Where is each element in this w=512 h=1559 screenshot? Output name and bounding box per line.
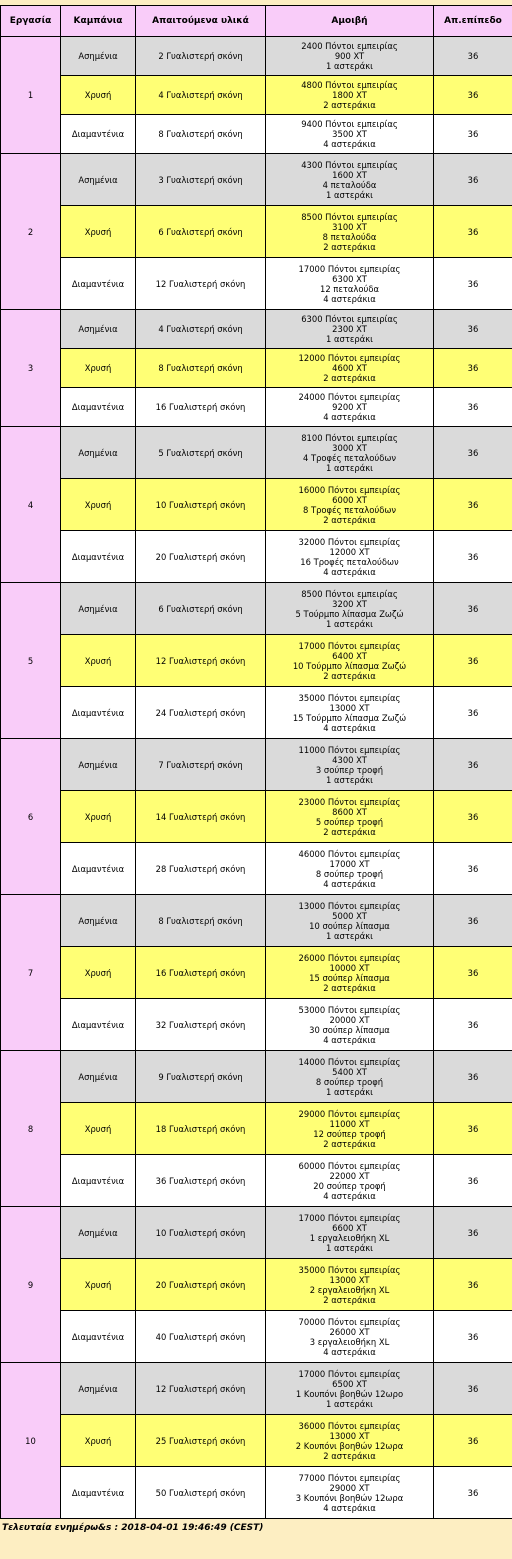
table-row: [1, 427, 512, 479]
reward-line: 24000 Πόντοι εμπειρίας: [298, 392, 401, 402]
reward-cell: [266, 531, 434, 583]
reward-line: 1 αστεράκι: [326, 774, 373, 785]
reward-cell: [266, 76, 434, 115]
reward-line: 2 αστεράκια: [323, 100, 376, 110]
reward-line: 20 σούπερ τροφή: [313, 1180, 386, 1191]
tasks-table: [0, 5, 512, 1519]
campaign-cell: Χρυσή: [61, 1259, 136, 1311]
reward-line: 8 Τροφές πεταλούδων: [302, 504, 397, 515]
reward-line: 1 αστεράκι: [326, 1086, 373, 1097]
reward-line: 3 σούπερ τροφή: [315, 764, 384, 775]
campaign-cell: Διαμαντένια: [61, 999, 136, 1051]
table-row: [1, 947, 512, 999]
reward-cell: [266, 739, 434, 791]
campaign-cell: Χρυσή: [61, 791, 136, 843]
campaign-cell: Χρυσή: [61, 947, 136, 999]
table-row: [1, 1467, 512, 1519]
reward-line: 1 αστεράκι: [326, 462, 373, 473]
materials-cell: 8 Γυαλιστερή σκόνη: [136, 115, 266, 154]
materials-cell: 12 Γυαλιστερή σκόνη: [136, 635, 266, 687]
materials-cell: 3 Γυαλιστερή σκόνη: [136, 154, 266, 206]
reward-line: 20000 XT: [329, 1014, 370, 1025]
level-cell: 36: [434, 1311, 512, 1363]
reward-line: 12 σούπερ τροφή: [313, 1128, 386, 1139]
reward-line: 8 σούπερ τροφή: [315, 1076, 384, 1087]
campaign-cell: Διαμαντένια: [61, 531, 136, 583]
campaign-cell: Διαμαντένια: [61, 258, 136, 310]
level-cell: 36: [434, 583, 512, 635]
header-level: Απ.επίπεδο: [434, 6, 512, 37]
reward-line: 36000 Πόντοι εμπειρίας: [298, 1420, 401, 1431]
campaign-cell: Ασημένια: [61, 1051, 136, 1103]
reward-line: 4 αστεράκια: [323, 1190, 376, 1201]
level-cell: 36: [434, 895, 512, 947]
reward-line: 4 αστεράκια: [323, 293, 376, 304]
reward-line: 9200 XT: [332, 402, 367, 412]
materials-cell: 24 Γυαλιστερή σκόνη: [136, 687, 266, 739]
reward-line: 4 αστεράκια: [323, 412, 376, 422]
table-body: [1, 37, 512, 1519]
reward-line: 23000 Πόντοι εμπειρίας: [298, 796, 401, 807]
reward-line: 2 αστεράκια: [323, 1450, 376, 1461]
reward-line: 26000 XT: [329, 1326, 370, 1337]
level-cell: 36: [434, 1155, 512, 1207]
table-row: [1, 479, 512, 531]
reward-line: 5 σούπερ τροφή: [315, 816, 384, 827]
materials-cell: 12 Γυαλιστερή σκόνη: [136, 258, 266, 310]
materials-cell: 18 Γυαλιστερή σκόνη: [136, 1103, 266, 1155]
reward-line: 2 αστεράκια: [323, 241, 376, 252]
reward-line: 15 Τούρμπο λίπασμα Ζωζώ: [292, 712, 407, 723]
task-number: 7: [1, 895, 61, 1051]
reward-line: 26000 Πόντοι εμπειρίας: [298, 952, 401, 963]
task-number: 2: [1, 154, 61, 310]
last-updated: Τελευταία ενημέρω&s : 2018-04-01 19:46:49 (CEST): [2, 1523, 264, 1533]
reward-line: 17000 Πόντοι εμπειρίας: [298, 640, 401, 651]
level-cell: 36: [434, 1259, 512, 1311]
reward-line: 3 εργαλειοθήκη XL: [309, 1336, 390, 1347]
level-cell: 36: [434, 388, 512, 427]
table-row: [1, 531, 512, 583]
reward-line: 1 αστεράκι: [326, 189, 373, 200]
reward-line: 4300 XT: [332, 754, 367, 765]
reward-line: 8600 XT: [332, 806, 367, 817]
reward-line: 4 αστεράκια: [323, 566, 376, 577]
reward-line: 2300 XT: [332, 324, 367, 334]
reward-cell: [266, 999, 434, 1051]
table-row: [1, 349, 512, 388]
reward-cell: [266, 479, 434, 531]
table-row: [1, 1155, 512, 1207]
reward-line: 2 εργαλειοθήκη XL: [309, 1284, 390, 1295]
level-cell: 36: [434, 115, 512, 154]
reward-line: 1 αστεράκι: [326, 334, 373, 344]
reward-cell: [266, 1467, 434, 1519]
table-row: [1, 635, 512, 687]
campaign-cell: Ασημένια: [61, 1207, 136, 1259]
reward-line: 8 σούπερ τροφή: [315, 868, 384, 879]
materials-cell: 40 Γυαλιστερή σκόνη: [136, 1311, 266, 1363]
reward-line: 4600 XT: [332, 363, 367, 373]
reward-line: 16000 Πόντοι εμπειρίας: [298, 484, 401, 495]
materials-cell: 50 Γυαλιστερή σκόνη: [136, 1467, 266, 1519]
reward-line: 35000 Πόντοι εμπειρίας: [298, 692, 401, 703]
reward-cell: [266, 310, 434, 349]
level-cell: 36: [434, 37, 512, 76]
reward-line: 3100 XT: [332, 221, 367, 232]
reward-line: 2 αστεράκια: [323, 826, 376, 837]
reward-line: 13000 XT: [329, 702, 370, 713]
reward-line: 77000 Πόντοι εμπειρίας: [298, 1472, 401, 1483]
table-row: [1, 115, 512, 154]
reward-line: 14000 Πόντοι εμπειρίας: [298, 1056, 401, 1067]
reward-cell: [266, 115, 434, 154]
reward-line: 5000 XT: [332, 910, 367, 921]
level-cell: 36: [434, 154, 512, 206]
campaign-cell: Χρυσή: [61, 76, 136, 115]
reward-line: 4 πεταλούδα: [322, 179, 377, 190]
table-row: [1, 1207, 512, 1259]
materials-cell: 10 Γυαλιστερή σκόνη: [136, 479, 266, 531]
reward-line: 17000 Πόντοι εμπειρίας: [298, 263, 401, 274]
table-row: [1, 206, 512, 258]
materials-cell: 20 Γυαλιστερή σκόνη: [136, 531, 266, 583]
level-cell: 36: [434, 1363, 512, 1415]
materials-cell: 20 Γυαλιστερή σκόνη: [136, 1259, 266, 1311]
table-row: [1, 310, 512, 349]
reward-cell: [266, 583, 434, 635]
reward-line: 17000 Πόντοι εμπειρίας: [298, 1212, 401, 1223]
materials-cell: 6 Γυαλιστερή σκόνη: [136, 206, 266, 258]
reward-line: 4 αστεράκια: [323, 1034, 376, 1045]
reward-cell: [266, 791, 434, 843]
level-cell: 36: [434, 739, 512, 791]
reward-cell: [266, 427, 434, 479]
reward-line: 2 αστεράκια: [323, 982, 376, 993]
reward-line: 5400 XT: [332, 1066, 367, 1077]
level-cell: 36: [434, 1467, 512, 1519]
reward-line: 1 Κουπόνι βοηθών 12ωρο: [295, 1388, 404, 1399]
reward-cell: [266, 1415, 434, 1467]
reward-line: 12000 XT: [329, 546, 370, 557]
header-task: Εργασία: [1, 6, 61, 37]
reward-line: 12 πεταλούδα: [319, 283, 380, 294]
table-row: [1, 76, 512, 115]
reward-cell: [266, 349, 434, 388]
reward-cell: [266, 1311, 434, 1363]
campaign-cell: Ασημένια: [61, 427, 136, 479]
task-number: 6: [1, 739, 61, 895]
reward-line: 1 αστεράκι: [326, 1398, 373, 1409]
reward-cell: [266, 388, 434, 427]
reward-cell: [266, 947, 434, 999]
level-cell: 36: [434, 999, 512, 1051]
reward-line: 4300 Πόντοι εμπειρίας: [301, 159, 398, 170]
campaign-cell: Ασημένια: [61, 583, 136, 635]
campaign-cell: Χρυσή: [61, 479, 136, 531]
reward-line: 8 πεταλούδα: [322, 231, 377, 242]
level-cell: 36: [434, 635, 512, 687]
reward-line: 17000 XT: [329, 858, 370, 869]
reward-line: 29000 Πόντοι εμπειρίας: [298, 1108, 401, 1119]
reward-cell: [266, 1259, 434, 1311]
reward-line: 3500 XT: [332, 129, 367, 139]
reward-cell: [266, 154, 434, 206]
materials-cell: 9 Γυαλιστερή σκόνη: [136, 1051, 266, 1103]
reward-line: 8100 Πόντοι εμπειρίας: [301, 432, 398, 443]
level-cell: 36: [434, 310, 512, 349]
materials-cell: 28 Γυαλιστερή σκόνη: [136, 843, 266, 895]
campaign-cell: Διαμαντένια: [61, 1155, 136, 1207]
materials-cell: 7 Γυαλιστερή σκόνη: [136, 739, 266, 791]
level-cell: 36: [434, 258, 512, 310]
materials-cell: 14 Γυαλιστερή σκόνη: [136, 791, 266, 843]
table-row: [1, 739, 512, 791]
reward-line: 2400 Πόντοι εμπειρίας: [301, 41, 398, 51]
table-row: [1, 895, 512, 947]
reward-line: 4 αστεράκια: [323, 139, 376, 149]
reward-line: 2 αστεράκια: [323, 1138, 376, 1149]
reward-line: 4 αστεράκια: [323, 1502, 376, 1513]
campaign-cell: Χρυσή: [61, 349, 136, 388]
reward-line: 53000 Πόντοι εμπειρίας: [298, 1004, 401, 1015]
table-row: [1, 791, 512, 843]
level-cell: 36: [434, 791, 512, 843]
reward-line: 2 αστεράκια: [323, 373, 376, 383]
reward-cell: [266, 843, 434, 895]
table-row: [1, 1363, 512, 1415]
reward-line: 3 Κουπόνι βοηθών 12ωρα: [295, 1492, 404, 1503]
reward-line: 1800 XT: [332, 90, 367, 100]
reward-cell: [266, 687, 434, 739]
reward-cell: [266, 1051, 434, 1103]
table-row: [1, 37, 512, 76]
reward-line: 35000 Πόντοι εμπειρίας: [298, 1264, 401, 1275]
campaign-cell: Χρυσή: [61, 1415, 136, 1467]
reward-line: 10000 XT: [329, 962, 370, 973]
table-row: [1, 1051, 512, 1103]
reward-line: 4 Τροφές πεταλούδων: [302, 452, 397, 463]
materials-cell: 16 Γυαλιστερή σκόνη: [136, 947, 266, 999]
level-cell: 36: [434, 1415, 512, 1467]
table-row: [1, 154, 512, 206]
materials-cell: 16 Γυαλιστερή σκόνη: [136, 388, 266, 427]
reward-line: 6000 XT: [332, 494, 367, 505]
reward-cell: [266, 37, 434, 76]
task-number: 8: [1, 1051, 61, 1207]
table-row: [1, 1415, 512, 1467]
materials-cell: 2 Γυαλιστερή σκόνη: [136, 37, 266, 76]
materials-cell: 4 Γυαλιστερή σκόνη: [136, 310, 266, 349]
reward-line: 4 αστεράκια: [323, 1346, 376, 1357]
reward-line: 4800 Πόντοι εμπειρίας: [301, 80, 398, 90]
reward-line: 60000 Πόντοι εμπειρίας: [298, 1160, 401, 1171]
reward-line: 6300 Πόντοι εμπειρίας: [301, 314, 398, 324]
reward-cell: [266, 1207, 434, 1259]
reward-line: 70000 Πόντοι εμπειρίας: [298, 1316, 401, 1327]
reward-line: 6400 XT: [332, 650, 367, 661]
reward-cell: [266, 1103, 434, 1155]
task-number: 4: [1, 427, 61, 583]
reward-line: 29000 XT: [329, 1482, 370, 1493]
materials-cell: 12 Γυαλιστερή σκόνη: [136, 1363, 266, 1415]
reward-line: 5 Τούρμπο λίπασμα Ζωζώ: [295, 608, 404, 619]
reward-line: 1 εργαλειοθήκη XL: [309, 1232, 390, 1243]
campaign-cell: Διαμαντένια: [61, 687, 136, 739]
campaign-cell: Διαμαντένια: [61, 115, 136, 154]
level-cell: 36: [434, 479, 512, 531]
materials-cell: 5 Γυαλιστερή σκόνη: [136, 427, 266, 479]
materials-cell: 36 Γυαλιστερή σκόνη: [136, 1155, 266, 1207]
reward-line: 1600 XT: [332, 169, 367, 180]
table-row: [1, 999, 512, 1051]
task-number: 10: [1, 1363, 61, 1519]
reward-line: 4 αστεράκια: [323, 722, 376, 733]
reward-line: 11000 XT: [329, 1118, 370, 1129]
campaign-cell: Ασημένια: [61, 895, 136, 947]
level-cell: 36: [434, 349, 512, 388]
reward-line: 6600 XT: [332, 1222, 367, 1233]
table-row: [1, 388, 512, 427]
header-campaign: Καμπάνια: [61, 6, 136, 37]
level-cell: 36: [434, 1103, 512, 1155]
reward-cell: [266, 895, 434, 947]
campaign-cell: Χρυσή: [61, 635, 136, 687]
campaign-cell: Ασημένια: [61, 1363, 136, 1415]
reward-line: 22000 XT: [329, 1170, 370, 1181]
materials-cell: 8 Γυαλιστερή σκόνη: [136, 349, 266, 388]
table-row: [1, 843, 512, 895]
reward-line: 15 σούπερ λίπασμα: [309, 972, 390, 983]
reward-line: 32000 Πόντοι εμπειρίας: [298, 536, 401, 547]
table-row: [1, 1311, 512, 1363]
task-number: 9: [1, 1207, 61, 1363]
reward-line: 9400 Πόντοι εμπειρίας: [301, 119, 398, 129]
level-cell: 36: [434, 76, 512, 115]
table-row: [1, 1259, 512, 1311]
reward-line: 46000 Πόντοι εμπειρίας: [298, 848, 401, 859]
level-cell: 36: [434, 206, 512, 258]
reward-line: 3200 XT: [332, 598, 367, 609]
reward-line: 13000 XT: [329, 1274, 370, 1285]
reward-line: 2 αστεράκια: [323, 670, 376, 681]
reward-line: 1 αστεράκι: [326, 930, 373, 941]
reward-line: 17000 Πόντοι εμπειρίας: [298, 1368, 401, 1379]
campaign-cell: Ασημένια: [61, 310, 136, 349]
campaign-cell: Χρυσή: [61, 206, 136, 258]
level-cell: 36: [434, 947, 512, 999]
task-number: 1: [1, 37, 61, 154]
campaign-cell: Διαμαντένια: [61, 1467, 136, 1519]
level-cell: 36: [434, 427, 512, 479]
campaign-cell: Ασημένια: [61, 154, 136, 206]
reward-line: 6500 XT: [332, 1378, 367, 1389]
materials-cell: 8 Γυαλιστερή σκόνη: [136, 895, 266, 947]
reward-cell: [266, 635, 434, 687]
task-number: 3: [1, 310, 61, 427]
header-row: [1, 6, 512, 37]
level-cell: 36: [434, 531, 512, 583]
reward-line: 30 σούπερ λίπασμα: [309, 1024, 390, 1035]
reward-line: 3000 XT: [332, 442, 367, 453]
campaign-cell: Ασημένια: [61, 37, 136, 76]
task-number: 5: [1, 583, 61, 739]
reward-cell: [266, 258, 434, 310]
reward-line: 1 αστεράκι: [326, 618, 373, 629]
reward-cell: [266, 1155, 434, 1207]
table-row: [1, 258, 512, 310]
reward-line: 4 αστεράκια: [323, 878, 376, 889]
reward-line: 10 σούπερ λίπασμα: [309, 920, 390, 931]
reward-line: 13000 XT: [329, 1430, 370, 1441]
reward-line: 2 αστεράκια: [323, 1294, 376, 1305]
header-reward: Αμοιβή: [266, 6, 434, 37]
reward-line: 8500 Πόντοι εμπειρίας: [301, 211, 398, 222]
reward-line: 8500 Πόντοι εμπειρίας: [301, 588, 398, 599]
reward-line: 1 αστεράκι: [326, 1242, 373, 1253]
table-row: [1, 687, 512, 739]
table-row: [1, 1103, 512, 1155]
materials-cell: 4 Γυαλιστερή σκόνη: [136, 76, 266, 115]
level-cell: 36: [434, 1207, 512, 1259]
reward-line: 13000 Πόντοι εμπειρίας: [298, 900, 401, 911]
materials-cell: 10 Γυαλιστερή σκόνη: [136, 1207, 266, 1259]
reward-cell: [266, 206, 434, 258]
campaign-cell: Διαμαντένια: [61, 1311, 136, 1363]
materials-cell: 6 Γυαλιστερή σκόνη: [136, 583, 266, 635]
reward-line: 16 Τροφές πεταλούδων: [300, 556, 399, 567]
campaign-cell: Χρυσή: [61, 1103, 136, 1155]
header-materials: Απαιτούμενα υλικά: [136, 6, 266, 37]
materials-cell: 32 Γυαλιστερή σκόνη: [136, 999, 266, 1051]
level-cell: 36: [434, 687, 512, 739]
campaign-cell: Ασημένια: [61, 739, 136, 791]
reward-line: 900 XT: [334, 51, 365, 61]
reward-cell: [266, 1363, 434, 1415]
reward-line: 2 Κουπόνι βοηθών 12ωρα: [295, 1440, 404, 1451]
campaign-cell: Διαμαντένια: [61, 843, 136, 895]
reward-line: 11000 Πόντοι εμπειρίας: [298, 744, 401, 755]
reward-line: 2 αστεράκια: [323, 514, 376, 525]
reward-line: 6300 XT: [332, 273, 367, 284]
campaign-cell: Διαμαντένια: [61, 388, 136, 427]
level-cell: 36: [434, 843, 512, 895]
level-cell: 36: [434, 1051, 512, 1103]
reward-line: 1 αστεράκι: [326, 61, 373, 71]
table-row: [1, 583, 512, 635]
reward-line: 10 Τούρμπο λίπασμα Ζωζώ: [292, 660, 407, 671]
reward-line: 12000 Πόντοι εμπειρίας: [298, 353, 401, 363]
materials-cell: 25 Γυαλιστερή σκόνη: [136, 1415, 266, 1467]
